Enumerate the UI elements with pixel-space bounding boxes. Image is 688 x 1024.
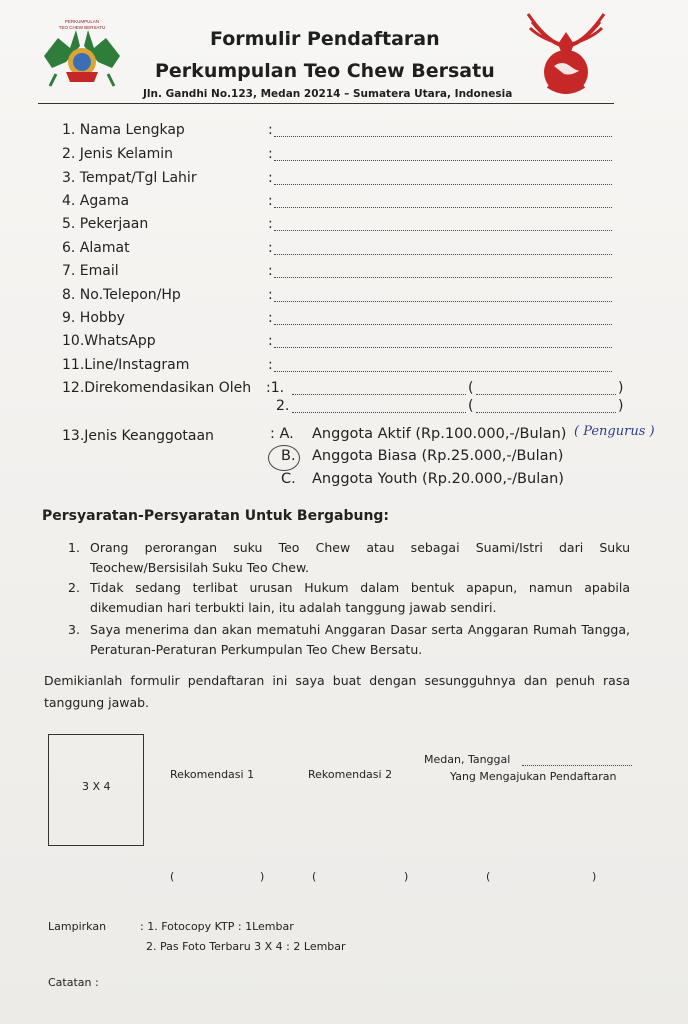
paren-close: ) xyxy=(618,398,624,414)
declaration-text: Demikianlah formulir pendaftaran ini saya buat dengan sesungguhnya dan penuh rasa tanggung jawab. xyxy=(44,673,630,710)
field-label-rekomendasi: 12.Direkomendasikan Oleh xyxy=(62,380,252,396)
attachment-item-2: 2. Pas Foto Terbaru 3 X 4 : 2 Lembar xyxy=(146,940,346,953)
requirements-title: Persyaratan-Persyaratan Untuk Bergabung: xyxy=(42,508,390,524)
field-colon: : xyxy=(268,146,273,162)
notes-label: Catatan : xyxy=(48,976,99,989)
signature-paren-close: ) xyxy=(260,870,265,883)
field-input-tempat-tgl-lahir[interactable] xyxy=(274,184,612,185)
requirement-item: Saya menerima dan akan mematuhi Anggaran Dasar serta Anggaran Rumah Tangga, Peraturan-Peraturan Perkumpulan Teo Chew Bersatu. xyxy=(90,622,630,657)
membership-option-b-letter[interactable]: B. xyxy=(281,448,296,464)
field-input-pekerjaan[interactable] xyxy=(274,230,612,231)
field-label-whatsapp: 10.WhatsApp xyxy=(62,333,156,349)
membership-option-c-letter[interactable]: C. xyxy=(281,471,296,487)
field-label-alamat: 6. Alamat xyxy=(62,240,130,256)
field-label-pekerjaan: 5. Pekerjaan xyxy=(62,216,149,232)
rekomendasi-1-name-input[interactable] xyxy=(292,394,466,395)
field-label-telepon: 8. No.Telepon/Hp xyxy=(62,287,181,303)
paren-open: ( xyxy=(468,398,474,414)
field-label-agama: 4. Agama xyxy=(62,193,130,209)
applicant-label: Yang Mengajukan Pendaftaran xyxy=(450,770,617,783)
photo-size-label: 3 X 4 xyxy=(82,780,111,793)
signature-paren-open: ( xyxy=(486,870,491,883)
field-input-whatsapp[interactable] xyxy=(274,347,612,348)
signature-paren-close: ) xyxy=(404,870,409,883)
field-colon: : xyxy=(268,357,273,373)
svg-text:TEO CHEW BERSATU: TEO CHEW BERSATU xyxy=(58,25,106,30)
field-colon: : xyxy=(268,240,273,256)
signature-paren-close: ) xyxy=(592,870,597,883)
field-input-line-instagram[interactable] xyxy=(274,371,612,372)
field-input-agama[interactable] xyxy=(274,207,612,208)
field-colon: : xyxy=(268,310,273,326)
attachment-item-1: : 1. Fotocopy KTP : 1Lembar xyxy=(140,920,294,933)
requirement-item: Tidak sedang terlibat urusan Hukum dalam bentuk apapun, namun apabila dikemudian hari terbukti lain, itu adalah tanggung jawab sendiri. xyxy=(90,580,630,615)
signature-paren-open: ( xyxy=(312,870,317,883)
attachments-label: Lampirkan xyxy=(48,920,107,933)
field-label-line-instagram: 11.Line/Instagram xyxy=(62,357,190,373)
field-label-tempat-tgl-lahir: 3. Tempat/Tgl Lahir xyxy=(62,170,197,186)
paren-open: ( xyxy=(468,380,474,396)
place-date-label: Medan, Tanggal xyxy=(424,753,511,766)
signature-paren-open: ( xyxy=(170,870,175,883)
field-label-jenis-keanggotaan: 13.Jenis Keanggotaan xyxy=(62,428,214,444)
membership-option-c[interactable]: Anggota Youth (Rp.20.000,-/Bulan) xyxy=(312,471,564,487)
form-title: Formulir Pendaftaran xyxy=(210,28,440,50)
field-colon: : xyxy=(268,263,273,279)
handwritten-note: ( Pengurus ) xyxy=(574,424,655,439)
rekomendasi-1-detail-input[interactable] xyxy=(476,394,616,395)
field-input-telepon[interactable] xyxy=(274,301,612,302)
date-input[interactable] xyxy=(522,765,632,766)
field-input-jenis-kelamin[interactable] xyxy=(274,160,612,161)
field-label-jenis-kelamin: 2. Jenis Kelamin xyxy=(62,146,174,162)
rekomendasi-2-detail-input[interactable] xyxy=(476,412,616,413)
field-colon: : xyxy=(268,170,273,186)
association-name: Perkumpulan Teo Chew Bersatu xyxy=(155,60,495,82)
field-input-email[interactable] xyxy=(274,277,612,278)
recommender-1-label: Rekomendasi 1 xyxy=(170,768,255,781)
recommender-2-label: Rekomendasi 2 xyxy=(308,768,393,781)
field-label-email: 7. Email xyxy=(62,263,119,279)
membership-option-a-letter[interactable]: : A. xyxy=(270,426,294,442)
field-colon: : xyxy=(268,122,273,138)
association-logo-left xyxy=(36,16,128,94)
field-colon: : xyxy=(268,333,273,349)
requirement-number: 1. xyxy=(68,540,80,555)
rekomendasi-2-prefix: 2. xyxy=(276,398,290,414)
field-colon: : xyxy=(268,193,273,209)
association-logo-right xyxy=(520,10,612,100)
requirement-number: 3. xyxy=(68,622,80,637)
paren-close: ) xyxy=(618,380,624,396)
membership-option-a[interactable]: Anggota Aktif (Rp.100.000,-/Bulan) xyxy=(312,426,567,442)
field-input-hobby[interactable] xyxy=(274,324,612,325)
field-colon: : xyxy=(268,287,273,303)
header-divider xyxy=(38,103,614,104)
association-address: Jln. Gandhi No.123, Medan 20214 – Sumatera Utara, Indonesia xyxy=(143,88,513,100)
rekomendasi-2-name-input[interactable] xyxy=(292,412,466,413)
requirement-item: Orang perorangan suku Teo Chew atau sebagai Suami/Istri dari Suku Teochew/Bersisilah Suku Teo Chew. xyxy=(90,540,630,575)
field-colon: : xyxy=(268,216,273,232)
svg-text:PERKUMPULAN: PERKUMPULAN xyxy=(64,19,100,24)
field-label-hobby: 9. Hobby xyxy=(62,310,125,326)
requirement-number: 2. xyxy=(68,580,80,595)
field-input-nama[interactable] xyxy=(274,136,612,137)
field-input-alamat[interactable] xyxy=(274,254,612,255)
rekomendasi-1-prefix: :1. xyxy=(266,380,285,396)
field-label-nama: 1. Nama Lengkap xyxy=(62,122,185,138)
membership-option-b[interactable]: Anggota Biasa (Rp.25.000,-/Bulan) xyxy=(312,448,564,464)
